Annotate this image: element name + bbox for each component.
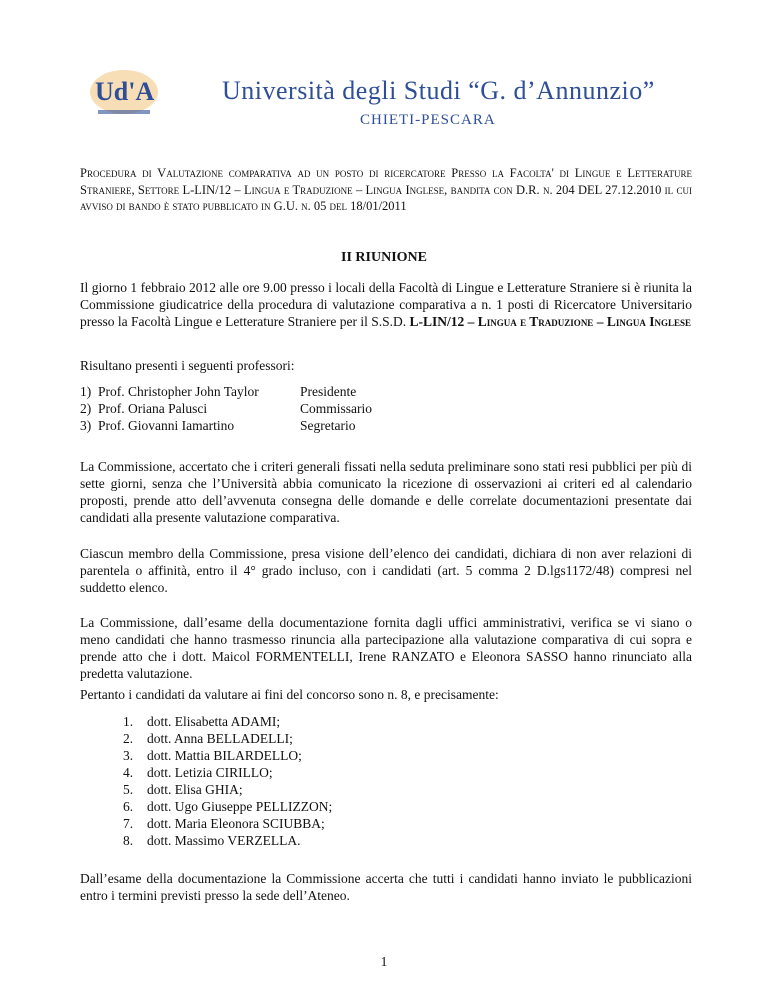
paragraph-declaration: Ciascun membro della Commissione, presa visione dell’elenco dei candidati, dichiara di non aver relazioni di parentela o affinità, entro il 4° grado incluso, con i candidati (art. 5 comma 2 D.lgs1172/48) compresi nel suddetto elenco. <box>80 546 692 595</box>
list-item <box>123 747 332 764</box>
member-row <box>80 400 372 417</box>
paragraph-present: Risultano presenti i seguenti professori: <box>80 358 295 373</box>
member-name: Prof. Christopher John Taylor <box>98 384 259 399</box>
candidate-name: dott. Mattia BILARDELLO; <box>147 748 302 763</box>
candidate-number: 2. <box>123 731 134 746</box>
candidate-name: dott. Letizia CIRILLO; <box>147 765 273 780</box>
page-number: 1 <box>380 954 388 969</box>
candidate-number: 6. <box>123 799 134 814</box>
paragraph-candidates-intro: Pertanto i candidati da valutare ai fini del concorso sono n. 8, e precisamente: <box>80 687 499 702</box>
candidate-number: 3. <box>123 748 134 763</box>
member-name: Prof. Giovanni Iamartino <box>98 418 235 433</box>
candidate-number: 4. <box>123 765 134 780</box>
candidate-number: 1. <box>123 714 134 729</box>
list-item <box>123 832 332 849</box>
university-logo <box>90 70 158 122</box>
list-item <box>123 781 332 798</box>
member-number: 2) <box>80 401 92 416</box>
member-role: Commissario <box>300 401 373 416</box>
candidate-number: 7. <box>123 816 134 831</box>
paragraph-publications: Dall’esame della documentazione la Commissione accerta che tutti i candidati hanno inviato le pubblicazioni entro i termini previsti presso la sede dell’Ateneo. <box>80 871 692 903</box>
candidates-list <box>123 713 332 849</box>
member-row <box>80 383 372 400</box>
paragraph-withdrawals: La Commissione, dall’esame della documentazione fornita dagli uffici amministrativi, verifica se vi siano o meno candidati che hanno trasmesso rinuncia alla partecipazione alla valutazione comparativa di cui sopra e prende atto che i dott. Maicol FORMENTELLI, Irene RANZATO e Eleonora SASSO hanno rinunciato alla predetta valutazione. <box>80 615 692 681</box>
meeting-heading: II RIUNIONE <box>341 250 427 265</box>
candidate-name: dott. Maria Eleonora SCIUBBA; <box>147 816 325 831</box>
list-item <box>123 798 332 815</box>
candidate-name: dott. Elisabetta ADAMI; <box>147 714 281 729</box>
member-number: 3) <box>80 418 92 433</box>
svg-text:Ud'A: Ud'A <box>95 77 155 106</box>
meeting-intro-text: Il giorno 1 febbraio 2012 alle ore 9.00 presso i locali della Facoltà di Lingue e Letterature Straniere si è riunita la Commissione giudicatrice della procedura di valutazione comparativa a n. 1 posti di Ricercatore Universitario presso la Facoltà Lingue e Letterature Straniere per il S.S.D. <box>80 280 692 329</box>
member-row <box>80 417 372 434</box>
candidate-name: dott. Elisa GHIA; <box>147 782 243 797</box>
member-number: 1) <box>80 384 92 399</box>
candidate-number: 5. <box>123 782 134 797</box>
list-item <box>123 815 332 832</box>
candidate-number: 8. <box>123 833 134 848</box>
procedure-title: Procedura di Valutazione comparativa ad un posto di ricercatore Presso la Facolta' di Lingue e Letterature Straniere, Settore L-LIN/12 – Lingua e Traduzione – Lingua Inglese, bandita con D.R. n. 204 DEL 27.12.2010 il cui avviso di bando è stato pubblicato in G.U. n. 05 del 18/01/2011 <box>80 166 692 213</box>
list-item <box>123 764 332 781</box>
candidate-name: dott. Anna BELLADELLI; <box>147 731 293 746</box>
candidate-name: dott. Massimo VERZELLA. <box>147 833 301 848</box>
university-subtitle: CHIETI-PESCARA <box>360 112 496 128</box>
paragraph-criteria: La Commissione, accertato che i criteri generali fissati nella seduta preliminare sono stati resi pubblici per più di sette giorni, senza che l’Università abbia comunicato la ricezione di osservazioni ai criteri ed al calendario proposti, prende atto dell’avvenuta consegna delle domande e delle correlate documentazioni presentate dai candidati alla presente valutazione comparativa. <box>80 459 692 525</box>
university-title: Università degli Studi “G. d’Annunzio” <box>222 76 655 105</box>
sector-code: L-LIN/12 – Lingua e Traduzione – Lingua Inglese <box>409 314 691 329</box>
member-name: Prof. Oriana Palusci <box>98 401 208 416</box>
candidate-name: dott. Ugo Giuseppe PELLIZZON; <box>147 799 333 814</box>
paragraph-meeting-intro <box>80 279 692 330</box>
list-item <box>123 730 332 747</box>
list-item <box>123 713 332 730</box>
member-role: Presidente <box>300 384 357 399</box>
member-role: Segretario <box>300 418 356 433</box>
commission-members-list <box>80 383 372 434</box>
